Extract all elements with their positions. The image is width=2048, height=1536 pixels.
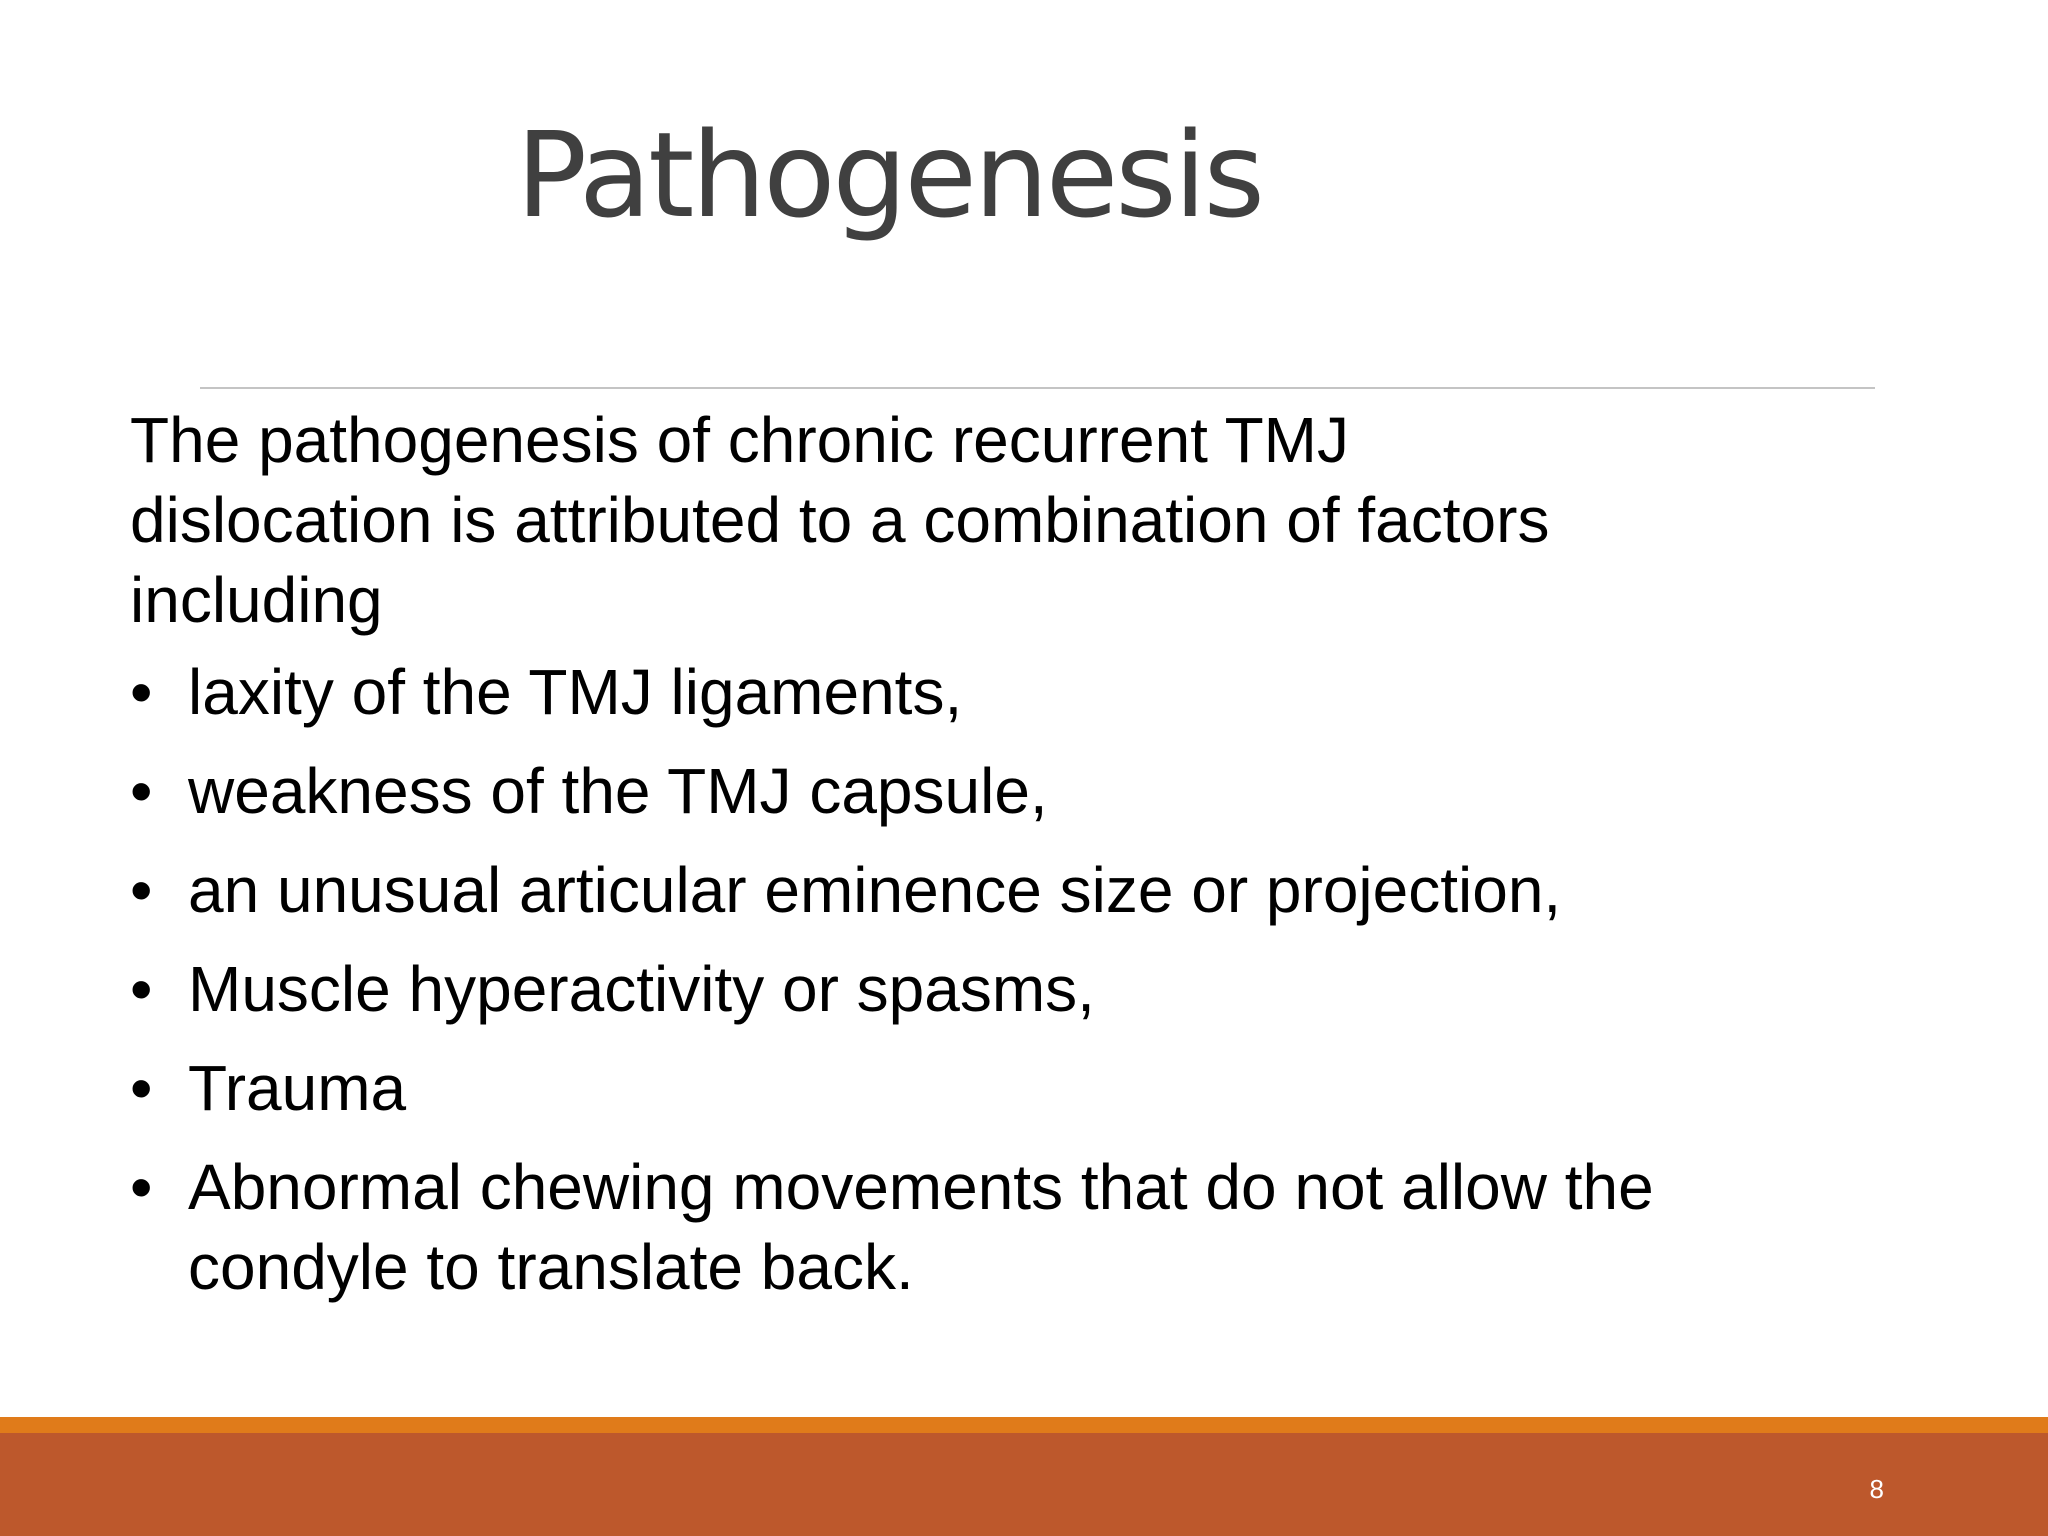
list-item [130,1147,1850,1307]
intro-line: The pathogenesis of chronic recurrent TMJ [130,404,1349,476]
footer-accent-stripe [0,1417,2048,1433]
footer-bar [0,1433,2048,1536]
factor-list [130,652,1850,1307]
list-item-text: an unusual articular eminence size or projection, [188,854,1562,926]
list-item [130,850,1850,930]
list-item-text: weakness of the TMJ capsule, [188,755,1048,827]
list-item [130,1048,1850,1128]
bullet-icon: • [130,755,153,827]
title-divider [200,387,1875,389]
bullet-icon: • [130,656,153,728]
bullet-icon: • [130,854,153,926]
intro-line: including [130,564,383,636]
list-item-text: condyle to translate back. [188,1231,914,1303]
list-item [130,652,1850,732]
list-item-text: Abnormal chewing movements that do not allow the [188,1151,1654,1223]
list-item-text: Trauma [188,1052,407,1124]
slide-body [130,400,1850,1326]
intro-paragraph [130,400,1850,640]
list-item [130,751,1850,831]
bullet-icon: • [130,1052,153,1124]
list-item [130,949,1850,1029]
page-number: 8 [1869,1474,1884,1504]
list-item-text: laxity of the TMJ ligaments, [188,656,963,728]
bullet-icon: • [130,953,153,1025]
list-item-text: Muscle hyperactivity or spasms, [188,953,1095,1025]
bullet-icon: • [130,1151,153,1223]
slide-title: Pathogenesis [516,106,1263,244]
intro-line: dislocation is attributed to a combination of factors [130,484,1550,556]
